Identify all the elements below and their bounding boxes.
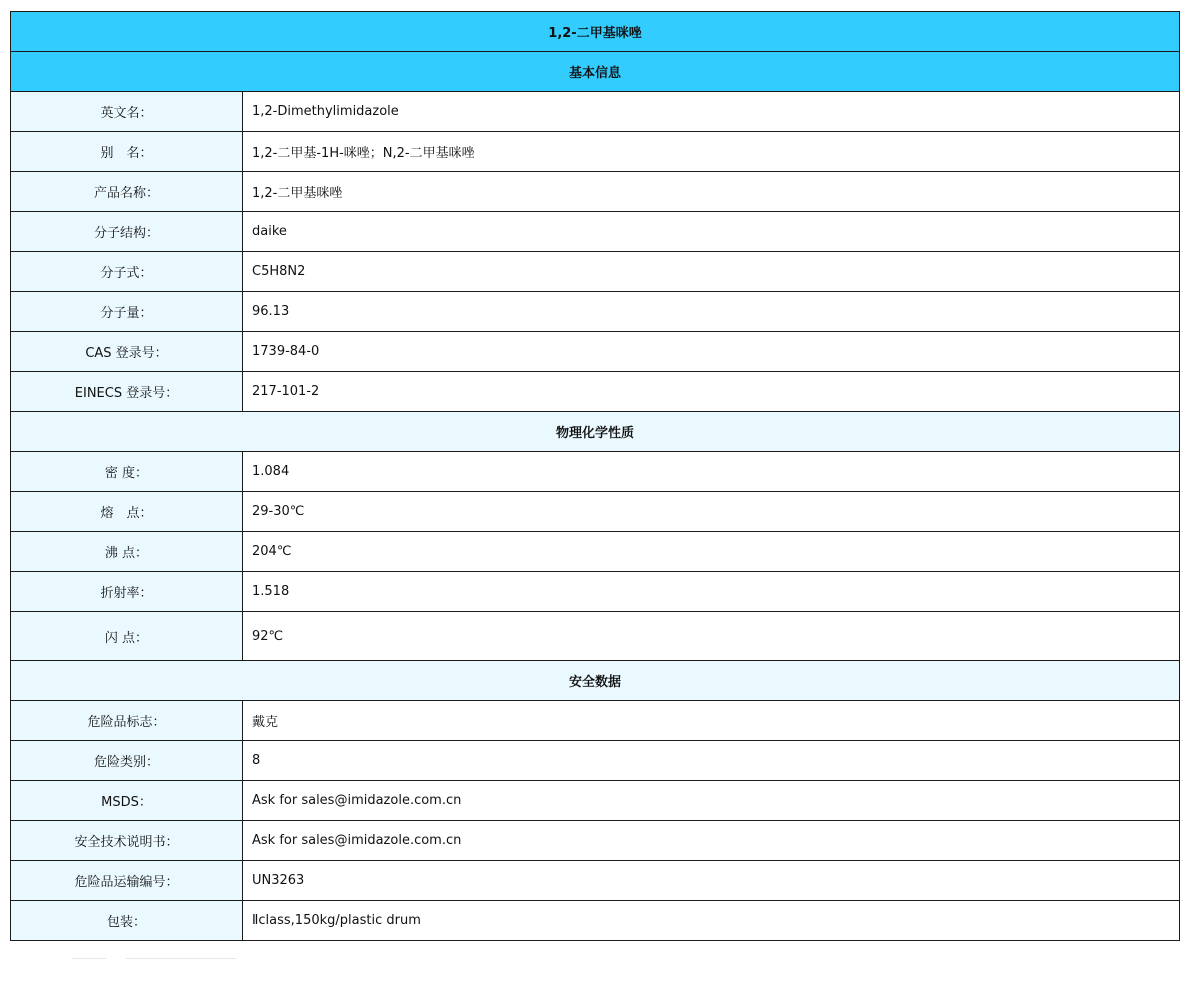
row-value: 1,2-二甲基咪唑 — [243, 172, 1180, 212]
row-label: 密 度： — [11, 452, 243, 492]
row-value: 1,2-Dimethylimidazole — [243, 92, 1180, 132]
row-value: 1739-84-0 — [243, 332, 1180, 372]
table-row — [11, 292, 1180, 332]
row-label: 产品名称： — [11, 172, 243, 212]
row-value: 217-101-2 — [243, 372, 1180, 412]
row-label: 安全技术说明书： — [11, 821, 243, 861]
row-label: 熔 点： — [11, 492, 243, 532]
page-title: 1,2-二甲基咪唑 — [11, 12, 1180, 52]
table-row — [11, 132, 1180, 172]
row-label: 折射率： — [11, 572, 243, 612]
row-value: 29-30℃ — [243, 492, 1180, 532]
row-label: MSDS： — [11, 781, 243, 821]
row-label: 英文名： — [11, 92, 243, 132]
section-title: 安全数据 — [11, 661, 1180, 701]
table-row — [11, 701, 1180, 741]
table-row — [11, 492, 1180, 532]
row-label: CAS 登录号： — [11, 332, 243, 372]
table-row — [11, 532, 1180, 572]
row-label: 分子结构： — [11, 212, 243, 252]
table-row — [11, 901, 1180, 941]
table-row — [11, 741, 1180, 781]
table-row — [11, 332, 1180, 372]
row-label: 包装： — [11, 901, 243, 941]
row-value: 96.13 — [243, 292, 1180, 332]
section-header-physchem — [11, 412, 1180, 452]
row-value: Ⅱclass,150kg/plastic drum — [243, 901, 1180, 941]
row-label: 危险类别： — [11, 741, 243, 781]
row-label: EINECS 登录号： — [11, 372, 243, 412]
row-value: UN3263 — [243, 861, 1180, 901]
row-label: 危险品标志： — [11, 701, 243, 741]
table-row — [11, 821, 1180, 861]
row-value: daike — [243, 212, 1180, 252]
row-value: 204℃ — [243, 532, 1180, 572]
table-row — [11, 252, 1180, 292]
row-label: 别 名： — [11, 132, 243, 172]
row-value: 1.518 — [243, 572, 1180, 612]
row-label: 分子量： — [11, 292, 243, 332]
table-row — [11, 572, 1180, 612]
table-row — [11, 92, 1180, 132]
row-value: 8 — [243, 741, 1180, 781]
row-value: C5H8N2 — [243, 252, 1180, 292]
table-row — [11, 612, 1180, 661]
table-row — [11, 781, 1180, 821]
table-row — [11, 172, 1180, 212]
table-row — [11, 212, 1180, 252]
row-label: 闪 点： — [11, 612, 243, 661]
section-header-safety — [11, 661, 1180, 701]
row-label: 沸 点： — [11, 532, 243, 572]
row-value: 戴克 — [243, 701, 1180, 741]
row-label: 危险品运输编号： — [11, 861, 243, 901]
row-value: Ask for sales@imidazole.com.cn — [243, 781, 1180, 821]
table-row — [11, 372, 1180, 412]
section-title: 物理化学性质 — [11, 412, 1180, 452]
table-row — [11, 861, 1180, 901]
table-row — [11, 452, 1180, 492]
product-info-table — [10, 11, 1180, 941]
section-header-basic — [11, 52, 1180, 92]
section-title: 基本信息 — [11, 52, 1180, 92]
row-label: 分子式： — [11, 252, 243, 292]
row-value: Ask for sales@imidazole.com.cn — [243, 821, 1180, 861]
row-value: 92℃ — [243, 612, 1180, 661]
divider — [72, 958, 106, 959]
row-value: 1.084 — [243, 452, 1180, 492]
divider — [126, 958, 236, 959]
title-row — [11, 12, 1180, 52]
row-value: 1,2-二甲基-1H-咪唑；N,2-二甲基咪唑 — [243, 132, 1180, 172]
